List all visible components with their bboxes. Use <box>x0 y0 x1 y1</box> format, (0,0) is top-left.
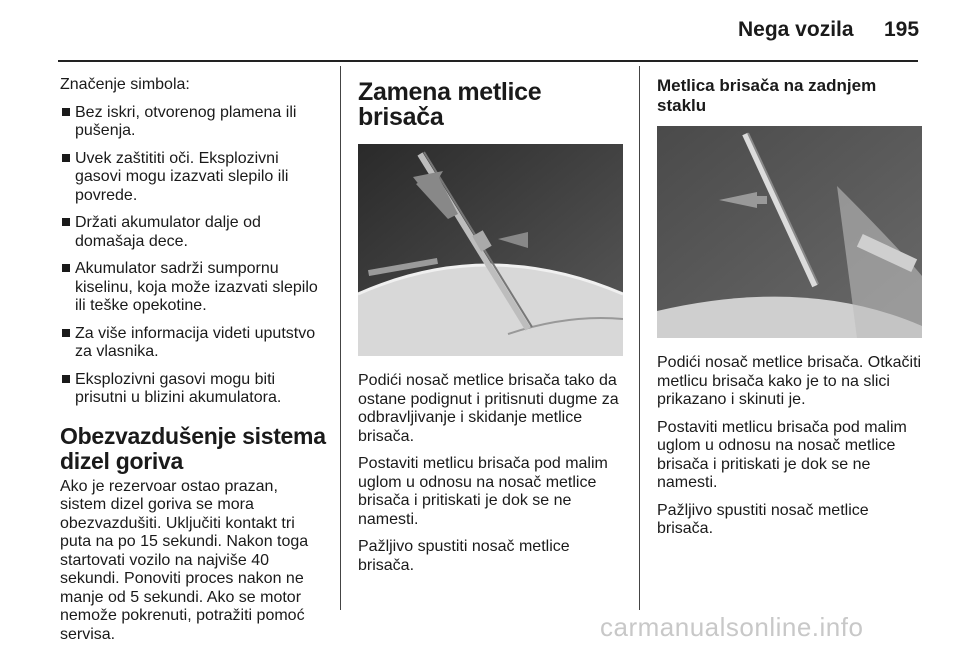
bullet-icon <box>62 329 70 337</box>
header-rule <box>58 60 918 62</box>
list-item: Akumulator sadrži sumpornu kiselinu, koja može izazvati slepilo ili teške opekotine. <box>60 260 328 316</box>
rear-wiper-photo <box>657 126 922 338</box>
list-item: Držati akumulator dalje od domašaja dece. <box>60 214 328 251</box>
list-item: Bez iskri, otvorenog plamena ili pušenja. <box>60 104 328 141</box>
section-title: Nega vozila <box>738 18 854 41</box>
symbols-intro: Značenje simbola: <box>60 76 190 93</box>
wiper-step-3: Pažljivo spustiti nosač metlice brisača. <box>358 538 570 574</box>
diesel-body: Ako je rezervoar ostao prazan, sistem dizel goriva se mora obezvazdušiti. Uključiti kontakt tri puta na po 15 sekundi. Nakon toga startovati vozilo na najviše 40 sekundi. Ponoviti proces nakon ne manje od 5 sekundi. Ako se motor nemože pokrenuti, potražiti pomoć servisa. <box>60 477 309 643</box>
rear-wiper-step-3: Pažljivo spustiti nosač metlice brisača. <box>657 501 869 537</box>
bullet-icon <box>62 218 70 226</box>
section-heading-diesel: Obezvazdušenje sistema dizel goriva <box>60 422 326 474</box>
bullet-icon <box>62 375 70 383</box>
rear-wiper-step-1: Podići nosač metlice brisača. Otkačiti metlicu brisača kako je to na slici prikazano i skinuti je. <box>657 354 922 408</box>
wiper-step-2: Postaviti metlicu brisača pod malim uglom u odnosu na nosač metlice brisača i pritiskati je dok se ne namesti. <box>358 455 608 528</box>
column-divider <box>639 66 640 610</box>
column-3 <box>657 76 922 548</box>
column-divider <box>340 66 341 610</box>
front-wiper-illustration <box>358 144 623 356</box>
watermark: carmanualsonline.info <box>600 612 864 642</box>
list-item: Za više informacija videti uputstvo za vlasnika. <box>60 325 328 362</box>
rear-wiper-illustration <box>657 126 922 338</box>
column-2 <box>358 80 623 584</box>
symbol-list <box>60 104 328 408</box>
list-item: Eksplozivni gasovi mogu biti prisutni u blizini akumulatora. <box>60 371 328 408</box>
column-1 <box>60 76 328 653</box>
rear-wiper-step-2: Postaviti metlicu brisača pod malim uglom u odnosu na nosač metlice brisača i pritiskati je dok se ne namesti. <box>657 418 907 491</box>
wiper-photo <box>358 144 623 356</box>
list-item: Uvek zaštititi oči. Eksplozivni gasovi mogu izazvati slepilo ili povrede. <box>60 150 328 206</box>
page-number: 195 <box>884 18 920 41</box>
bullet-icon <box>62 154 70 162</box>
wiper-step-1: Podići nosač metlice brisača tako da ostane podignut i pritisnuti dugme za odbravljivanje i skidanje metlice brisača. <box>358 372 619 445</box>
bullet-icon <box>62 108 70 116</box>
section-heading-wiper: Zamena metlice brisača <box>358 78 542 131</box>
bullet-icon <box>62 264 70 272</box>
section-heading-rear-wiper: Metlica brisača na zadnjem staklu <box>657 76 877 115</box>
